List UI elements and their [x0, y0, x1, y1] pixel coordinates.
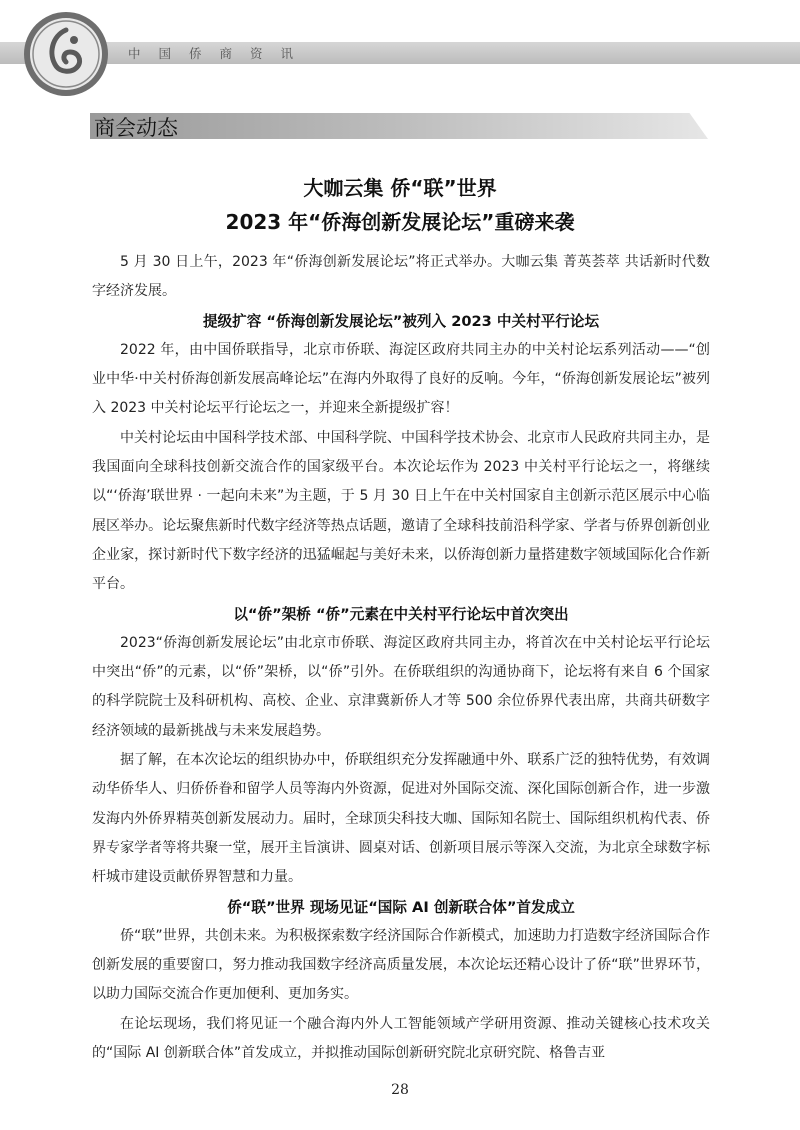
running-title: 中国侨商资讯 — [128, 46, 312, 61]
article-body — [92, 248, 710, 1068]
section-band — [90, 113, 708, 139]
paragraph: 据了解，在本次论坛的组织协办中，侨联组织充分发挥融通中外、联系广泛的独特优势，有效调动华侨华人、归侨侨眷和留学人员等海内外资源，促进对外国际交流、深化国际创新合作，进一步激发海内外侨界精英创新发展动力。届时，全球顶尖科技大咖、国际知名院士、国际组织机构代表、侨界专家学者等将共聚一堂，展开主旨演讲、圆桌对话、创新项目展示等深入交流，为北京全球数字标杆城市建设贡献侨界智慧和力量。 — [92, 752, 710, 886]
paragraph: 5 月 30 日上午，2023 年“侨海创新发展论坛”将正式举办。大咖云集 菁英荟萃 共话新时代数字经济发展。 — [92, 254, 710, 300]
page-number: 28 — [391, 1082, 409, 1098]
subheading: 以“侨”架桥 “侨”元素在中关村平行论坛中首次突出 — [233, 605, 569, 623]
paragraph: 中关村论坛由中国科学技术部、中国科学院、中国科学技术协会、北京市人民政府共同主办，是我国面向全球科技创新交流合作的国家级平台。本次论坛作为 2023 中关村平行论坛之一，将继续以“‘侨海’联世界 · 一起向未来”为主题，于 5 月 30 日上午在中关村国家自主创新示范区展示中心临展区举办。论坛聚焦新时代数字经济等热点话题，邀请了全球科技前沿科学家、学者与侨界创新创业企业家，探讨新时代下数字经济的迅猛崛起与美好未来，以侨海创新力量搭建数字领域国际化合作新平台。 — [92, 429, 710, 593]
header-band — [0, 42, 800, 64]
section-title: 商会动态 — [94, 116, 178, 140]
paragraph: 在论坛现场，我们将见证一个融合海内外人工智能领域产学研用资源、推动关键核心技术攻关的“国际 AI 创新联合体”首发成立，并拟推动国际创新研究院北京研究院、格鲁吉亚 — [92, 1015, 710, 1062]
subheading: 侨“联”世界 现场见证“国际 AI 创新联合体”首发成立 — [227, 898, 575, 916]
paragraph: 2023“侨海创新发展论坛”由北京市侨联、海淀区政府共同主办，将首次在中关村论坛平行论坛中突出“侨”的元素，以“侨”架桥，以“侨”引外。在侨联组织的沟通协商下，论坛将有来自 6 个国家的科学院院士及科研机构、高校、企业、京津冀新侨人才等 500 余位侨界代表出席，共商共研数字经济领域的最新挑战与未来发展趋势。 — [92, 634, 710, 739]
paragraph: 侨“联”世界，共创未来。为积极探索数字经济国际合作新模式，加速助力打造数字经济国际合作创新发展的重要窗口，努力推动我国数字经济高质量发展，本次论坛还精心设计了侨“联”世界环节，以助力国际交流合作更加便利、更加务实。 — [92, 927, 710, 1003]
article-title-line1: 大咖云集 侨“联”世界 — [303, 176, 497, 200]
article-title-line2: 2023 年“侨海创新发展论坛”重磅来袭 — [225, 210, 575, 234]
org-logo-icon — [22, 10, 110, 98]
subheading: 提级扩容 “侨海创新发展论坛”被列入 2023 中关村平行论坛 — [202, 312, 600, 330]
paragraph: 2022 年，由中国侨联指导，北京市侨联、海淀区政府共同主办的中关村论坛系列活动——“创业中华·中关村侨海创新发展高峰论坛”在海内外取得了良好的反响。今年，“侨海创新发展论坛”被列入 2023 中关村论坛平行论坛之一，并迎来全新提级扩容！ — [92, 341, 710, 417]
